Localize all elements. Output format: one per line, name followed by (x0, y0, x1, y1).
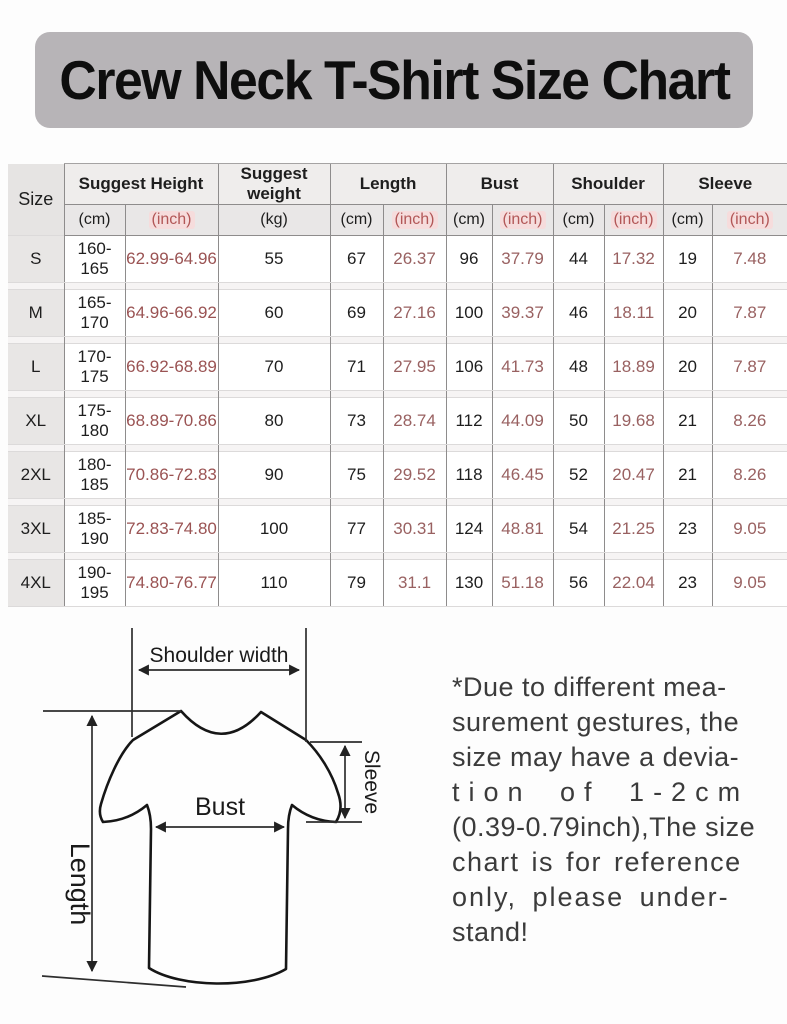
table-cell: 21 (663, 398, 712, 445)
size-cell: 2XL (8, 452, 64, 499)
table-cell: 21 (663, 452, 712, 499)
table-cell: 44.09 (492, 398, 553, 445)
row-spacer (8, 337, 787, 344)
table-cell: 165-170 (64, 290, 125, 337)
unit-header-inch (125, 205, 218, 236)
size-cell: L (8, 344, 64, 391)
table-cell: 70.86-72.83 (125, 452, 218, 499)
table-cell: 170-175 (64, 344, 125, 391)
table-cell: 110 (218, 560, 330, 607)
table-cell: 27.16 (383, 290, 446, 337)
disclaimer-line: surement gestures, the (452, 707, 740, 737)
unit-header-cm: (cm) (663, 205, 712, 236)
table-cell: 44 (553, 236, 604, 283)
bust-label: Bust (194, 793, 246, 821)
table-cell: 56 (553, 560, 604, 607)
size-table-body (8, 236, 787, 607)
table-cell: 71 (330, 344, 383, 391)
table-cell: 20.47 (604, 452, 663, 499)
table-row (8, 290, 787, 337)
unit-header-inch (604, 205, 663, 236)
unit-header-inch (712, 205, 787, 236)
table-cell: 72.83-74.80 (125, 506, 218, 553)
title-banner (35, 32, 753, 128)
table-row (8, 398, 787, 445)
page-title: Crew Neck T-Shirt Size Chart (58, 49, 730, 111)
table-cell: 79 (330, 560, 383, 607)
table-cell: 48.81 (492, 506, 553, 553)
table-cell: 75 (330, 452, 383, 499)
table-cell: 190-195 (64, 560, 125, 607)
length-bottom-line (42, 976, 186, 987)
size-cell: S (8, 236, 64, 283)
disclaimer-line: only, please under- (452, 882, 730, 912)
table-cell: 20 (663, 290, 712, 337)
table-cell: 66.92-68.89 (125, 344, 218, 391)
table-cell: 18.89 (604, 344, 663, 391)
inch-highlight: (inch) (500, 211, 546, 229)
row-spacer (8, 391, 787, 398)
shoulder-width-label: Shoulder width (149, 644, 289, 667)
table-cell: 124 (446, 506, 492, 553)
table-cell: 7.87 (712, 290, 787, 337)
table-cell: 52 (553, 452, 604, 499)
size-cell: XL (8, 398, 64, 445)
inch-highlight: (inch) (611, 211, 657, 229)
size-table (8, 163, 787, 607)
length-label: Length (65, 842, 95, 926)
row-spacer (8, 553, 787, 560)
table-cell: 31.1 (383, 560, 446, 607)
row-spacer (8, 283, 787, 290)
table-cell: 20 (663, 344, 712, 391)
table-cell: 19.68 (604, 398, 663, 445)
table-cell: 23 (663, 506, 712, 553)
table-cell: 100 (218, 506, 330, 553)
table-cell: 112 (446, 398, 492, 445)
inch-highlight: (inch) (149, 211, 195, 229)
table-cell: 39.37 (492, 290, 553, 337)
tshirt-outline (100, 711, 341, 984)
disclaimer-text (452, 670, 787, 950)
table-cell: 28.74 (383, 398, 446, 445)
disclaimer-line: *Due to different mea- (452, 672, 727, 702)
table-cell: 19 (663, 236, 712, 283)
table-cell: 74.80-76.77 (125, 560, 218, 607)
table-cell: 69 (330, 290, 383, 337)
table-cell: 64.96-66.92 (125, 290, 218, 337)
table-cell: 18.11 (604, 290, 663, 337)
column-header-sleeve: Sleeve (663, 164, 787, 205)
table-row (8, 344, 787, 391)
column-header-bust: Bust (446, 164, 553, 205)
tshirt-diagram (18, 616, 438, 1016)
column-header-suggest-weight: Suggest weight (218, 164, 330, 205)
table-cell: 50 (553, 398, 604, 445)
table-cell: 29.52 (383, 452, 446, 499)
table-cell: 26.37 (383, 236, 446, 283)
column-header-length: Length (330, 164, 446, 205)
inch-highlight: (inch) (727, 211, 773, 229)
table-cell: 9.05 (712, 506, 787, 553)
unit-header-cm: (cm) (553, 205, 604, 236)
sleeve-label: Sleeve (360, 749, 383, 815)
table-cell: 17.32 (604, 236, 663, 283)
table-cell: 185-190 (64, 506, 125, 553)
table-cell: 46.45 (492, 452, 553, 499)
table-cell: 30.31 (383, 506, 446, 553)
table-cell: 96 (446, 236, 492, 283)
table-cell: 51.18 (492, 560, 553, 607)
row-spacer (8, 445, 787, 452)
unit-header-cm: (cm) (64, 205, 125, 236)
header-units-row (8, 205, 787, 236)
table-cell: 46 (553, 290, 604, 337)
table-cell: 7.48 (712, 236, 787, 283)
table-cell: 7.87 (712, 344, 787, 391)
table-cell: 77 (330, 506, 383, 553)
disclaimer-line: size may have a devia- (452, 742, 740, 772)
size-cell: 4XL (8, 560, 64, 607)
inch-highlight: (inch) (392, 211, 438, 229)
table-row (8, 236, 787, 283)
column-header-shoulder: Shoulder (553, 164, 663, 205)
row-spacer (8, 499, 787, 506)
table-cell: 70 (218, 344, 330, 391)
disclaimer-line: stand! (452, 917, 529, 947)
disclaimer-line: (0.39-0.79inch),The size (452, 812, 756, 842)
table-cell: 37.79 (492, 236, 553, 283)
table-cell: 68.89-70.86 (125, 398, 218, 445)
table-cell: 41.73 (492, 344, 553, 391)
table-cell: 55 (218, 236, 330, 283)
column-header-size: Size (8, 164, 64, 236)
unit-header-inch (492, 205, 553, 236)
disclaimer-line: chart is for reference (452, 847, 742, 877)
table-cell: 62.99-64.96 (125, 236, 218, 283)
table-cell: 80 (218, 398, 330, 445)
table-cell: 106 (446, 344, 492, 391)
table-cell: 22.04 (604, 560, 663, 607)
table-cell: 160-165 (64, 236, 125, 283)
table-cell: 60 (218, 290, 330, 337)
header-group-row (8, 164, 787, 205)
table-cell: 21.25 (604, 506, 663, 553)
unit-header-inch (383, 205, 446, 236)
unit-header-cm: (cm) (446, 205, 492, 236)
unit-header-cm: (cm) (330, 205, 383, 236)
disclaimer-line: tion of 1-2cm (452, 777, 750, 807)
table-cell: 90 (218, 452, 330, 499)
table-cell: 73 (330, 398, 383, 445)
table-cell: 67 (330, 236, 383, 283)
table-cell: 118 (446, 452, 492, 499)
table-cell: 27.95 (383, 344, 446, 391)
table-row (8, 452, 787, 499)
table-cell: 100 (446, 290, 492, 337)
table-cell: 23 (663, 560, 712, 607)
table-cell: 180-185 (64, 452, 125, 499)
tshirt-diagram-svg (18, 616, 438, 1016)
table-cell: 48 (553, 344, 604, 391)
table-cell: 130 (446, 560, 492, 607)
size-cell: M (8, 290, 64, 337)
table-cell: 8.26 (712, 452, 787, 499)
table-row (8, 506, 787, 553)
table-cell: 54 (553, 506, 604, 553)
table-cell: 8.26 (712, 398, 787, 445)
table-cell: 175-180 (64, 398, 125, 445)
size-cell: 3XL (8, 506, 64, 553)
unit-header-kg: (kg) (218, 205, 330, 236)
table-cell: 9.05 (712, 560, 787, 607)
table-row (8, 560, 787, 607)
column-header-suggest-height: Suggest Height (64, 164, 218, 205)
